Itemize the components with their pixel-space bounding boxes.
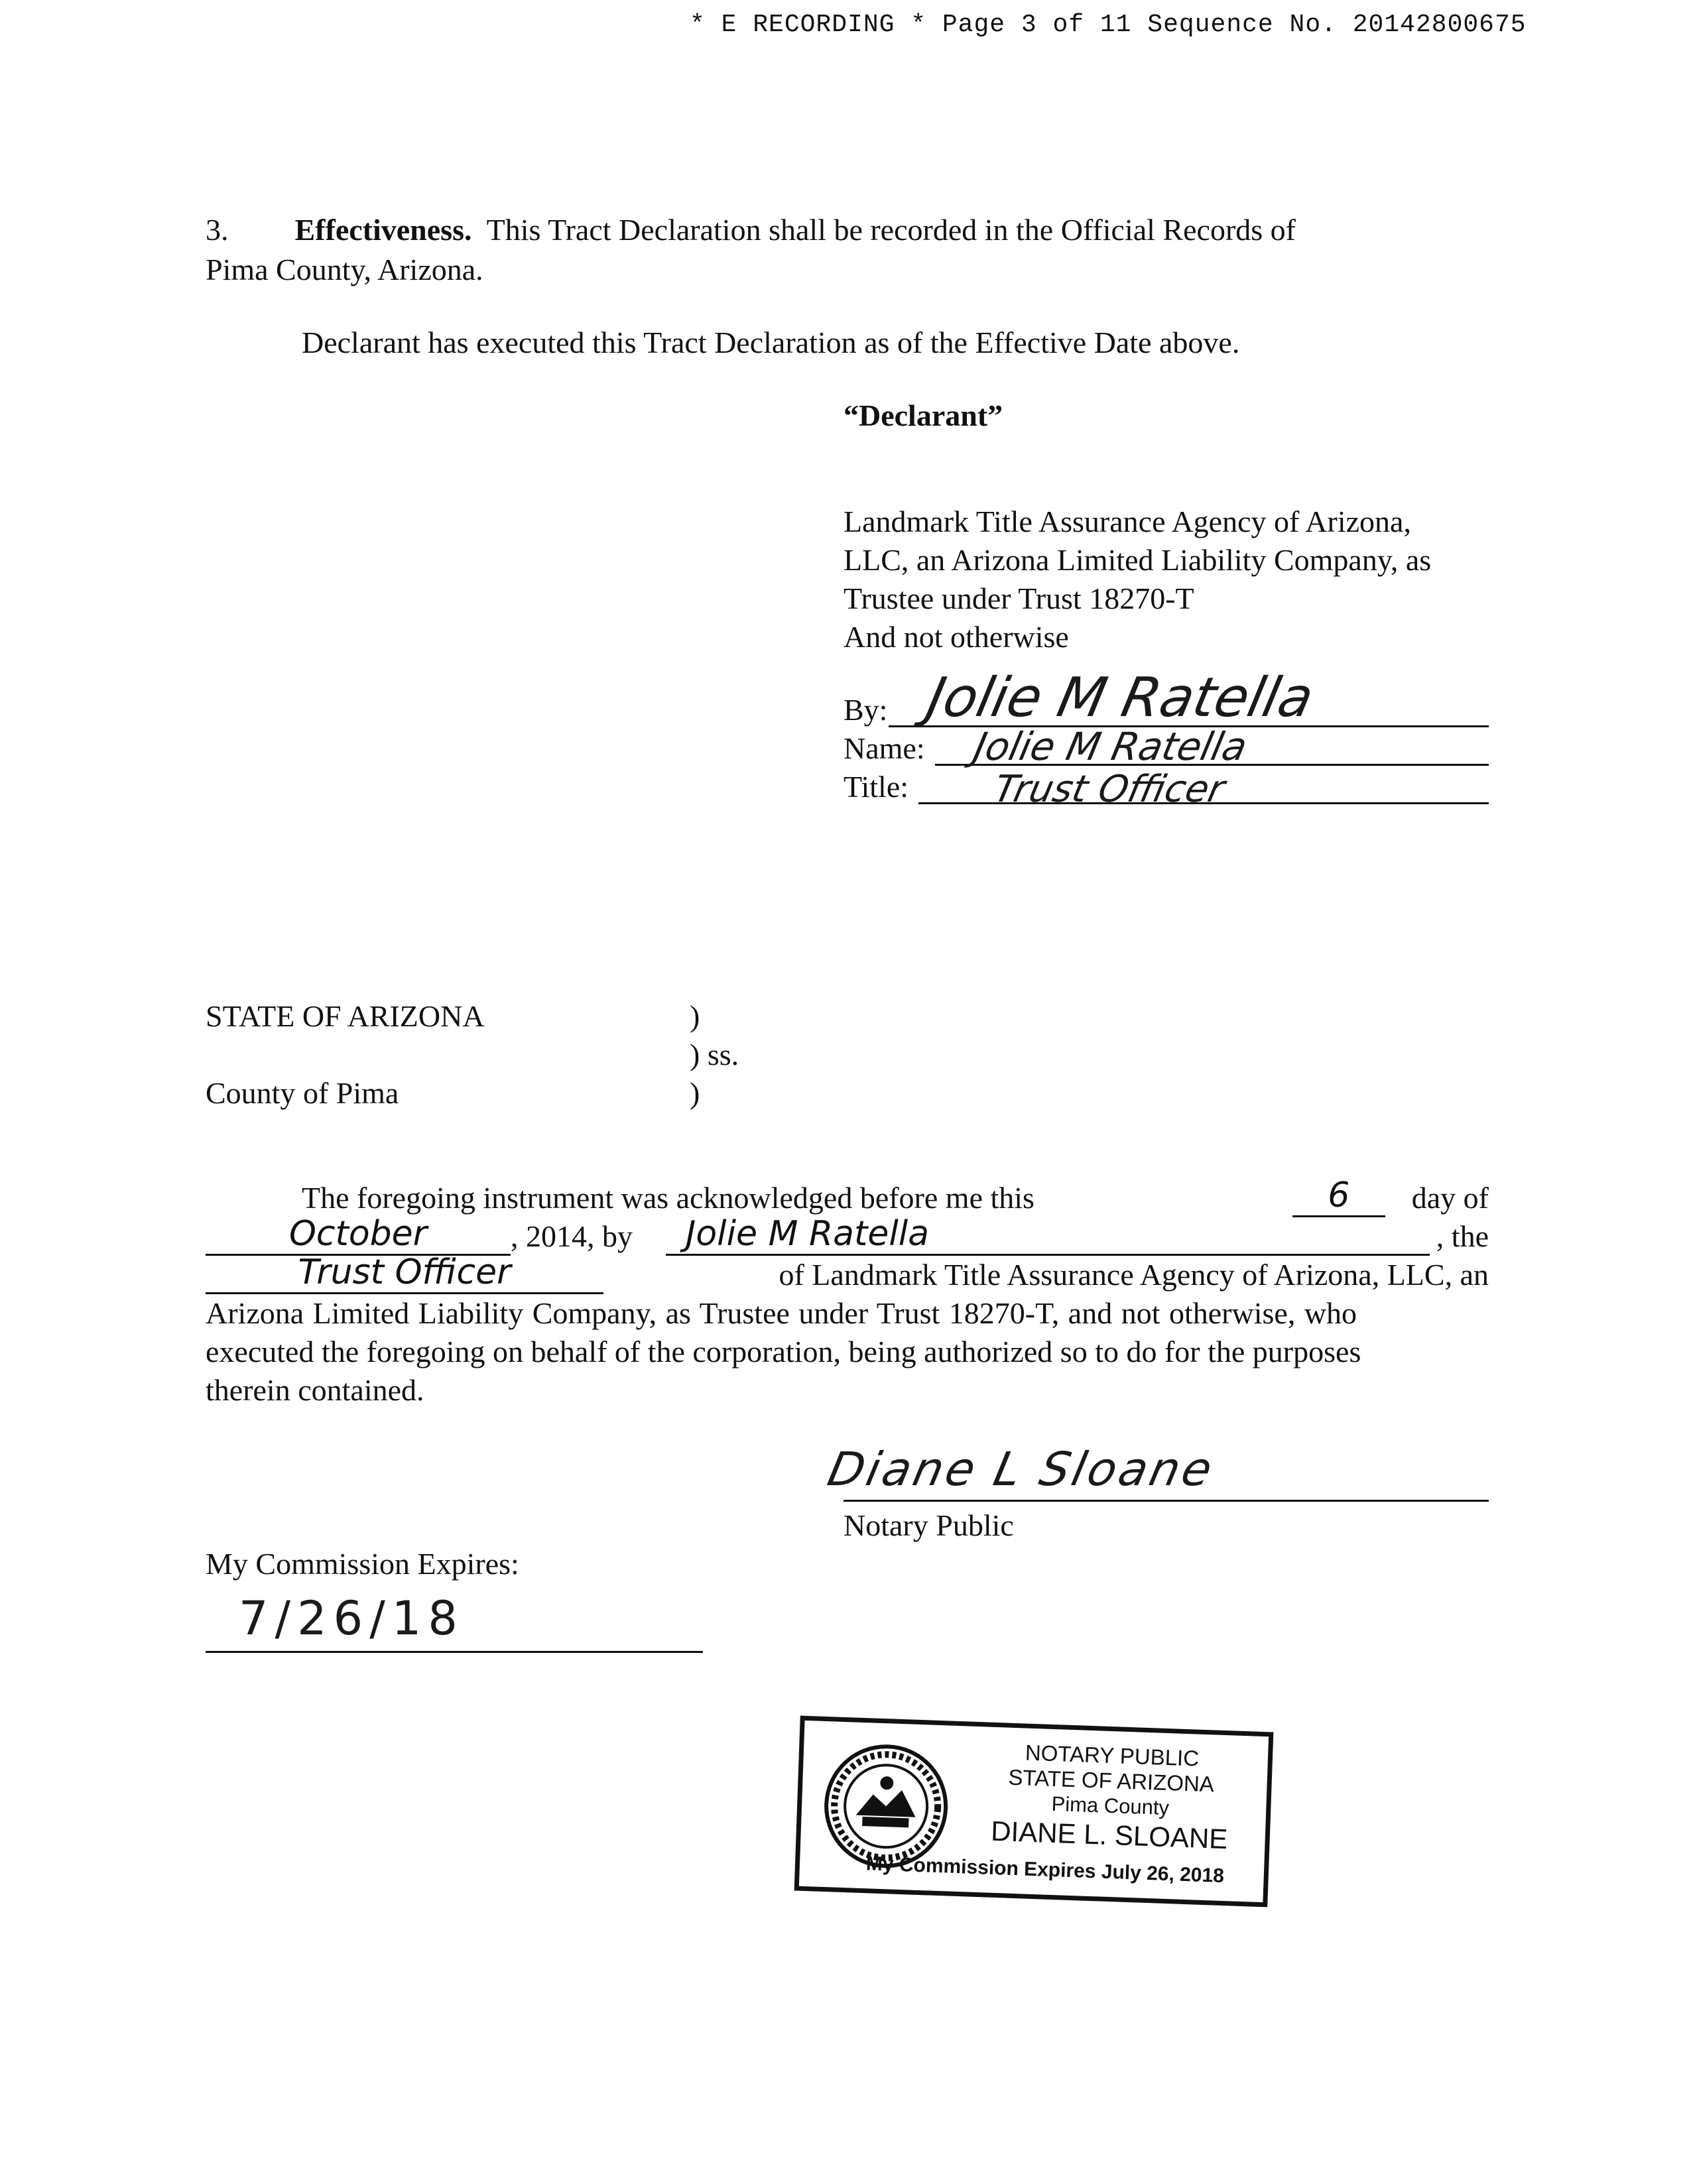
ack-line-1-a: The foregoing instrument was acknowledged before me this <box>302 1181 1034 1215</box>
ack-title-blank <box>206 1252 603 1294</box>
declarant-line-3: Trustee under Trust 18270-T <box>844 581 1194 615</box>
declarant-line-1: Landmark Title Assurance Agency of Arizona, <box>844 505 1411 538</box>
recording-header: * E RECORDING * Page 3 of 11 Sequence No. 20142800675 <box>690 11 1527 39</box>
ack-line-5: executed the foregoing on behalf of the corporation, being authorized so to do for the purposes <box>206 1335 1361 1368</box>
ack-line-6: therein contained. <box>206 1373 424 1407</box>
ack-person-handwritten: Jolie M Ratella <box>686 1214 930 1254</box>
ack-line-2-b: , the <box>1436 1219 1489 1253</box>
ack-line-3 <box>206 1252 1489 1294</box>
section-text-2: Pima County, Arizona. <box>206 253 483 286</box>
ack-line-1 <box>302 1176 1489 1217</box>
ack-day-blank <box>1292 1176 1385 1217</box>
declarant-label: “Declarant” <box>844 398 1003 432</box>
ack-line-2 <box>206 1214 1489 1256</box>
section-text-1: This Tract Declaration shall be recorded in the Official Records of <box>486 213 1296 247</box>
notary-signature: Diane L Sloane <box>823 1442 1220 1496</box>
venue-paren-1: ) <box>690 999 700 1033</box>
ack-month-handwritten: October <box>288 1214 428 1254</box>
notary-public-label: Notary Public <box>844 1508 1014 1542</box>
notary-stamp <box>794 1716 1274 1908</box>
ack-day-handwritten: 6 <box>1328 1176 1350 1215</box>
stamp-line-4: DIANE L. SLOANE <box>990 1815 1229 1855</box>
ack-line-1-b: day of <box>1411 1181 1489 1215</box>
executed-statement: Declarant has executed this Tract Declaration as of the Effective Date above. <box>302 326 1240 359</box>
ack-title-handwritten: Trust Officer <box>298 1252 511 1292</box>
stamp-line-3: Pima County <box>1051 1791 1170 1820</box>
ack-month-blank <box>206 1214 511 1256</box>
name-label: Name: <box>844 731 925 765</box>
declarant-line-2: LLC, an Arizona Limited Liability Company, as <box>844 543 1432 577</box>
notary-signature-line <box>844 1500 1489 1502</box>
commission-date-handwritten: 7/26/18 <box>239 1591 464 1646</box>
stamp-line-1: NOTARY PUBLIC <box>1025 1740 1200 1771</box>
stamp-line-2: STATE OF ARIZONA <box>1007 1764 1215 1797</box>
venue-state: STATE OF ARIZONA <box>206 999 485 1033</box>
venue-county: County of Pima <box>206 1076 399 1110</box>
venue-paren-3: ) <box>690 1076 700 1110</box>
stamp-line-5: My Commission Expires July 26, 2018 <box>865 1852 1225 1888</box>
section-number: 3. <box>206 213 229 247</box>
ack-line-2-a: , 2014, by <box>511 1219 633 1253</box>
ack-line-1-text <box>302 1179 1266 1217</box>
declarant-line-4: And not otherwise <box>844 620 1069 654</box>
venue-ss: ) ss. <box>690 1038 739 1071</box>
title-label: Title: <box>844 770 909 804</box>
commission-label: My Commission Expires: <box>206 1547 519 1581</box>
section-heading: Effectiveness. <box>294 213 472 247</box>
commission-line <box>206 1651 703 1653</box>
stamp-text <box>966 1738 1255 1857</box>
by-label: By: <box>844 693 888 727</box>
section-3 <box>206 211 1505 249</box>
declarant-name-handwritten: Jolie M Ratella <box>970 724 1251 769</box>
declarant-title-handwritten: Trust Officer <box>990 768 1229 811</box>
declarant-signature: Jolie M Ratella <box>921 666 1319 729</box>
ack-person-blank <box>666 1214 1430 1256</box>
ack-line-3-text: of Landmark Title Assurance Agency of Arizona, LLC, an <box>779 1258 1489 1292</box>
ack-line-4: Arizona Limited Liability Company, as Trustee under Trust 18270-T, and not otherwise, who <box>206 1296 1357 1330</box>
